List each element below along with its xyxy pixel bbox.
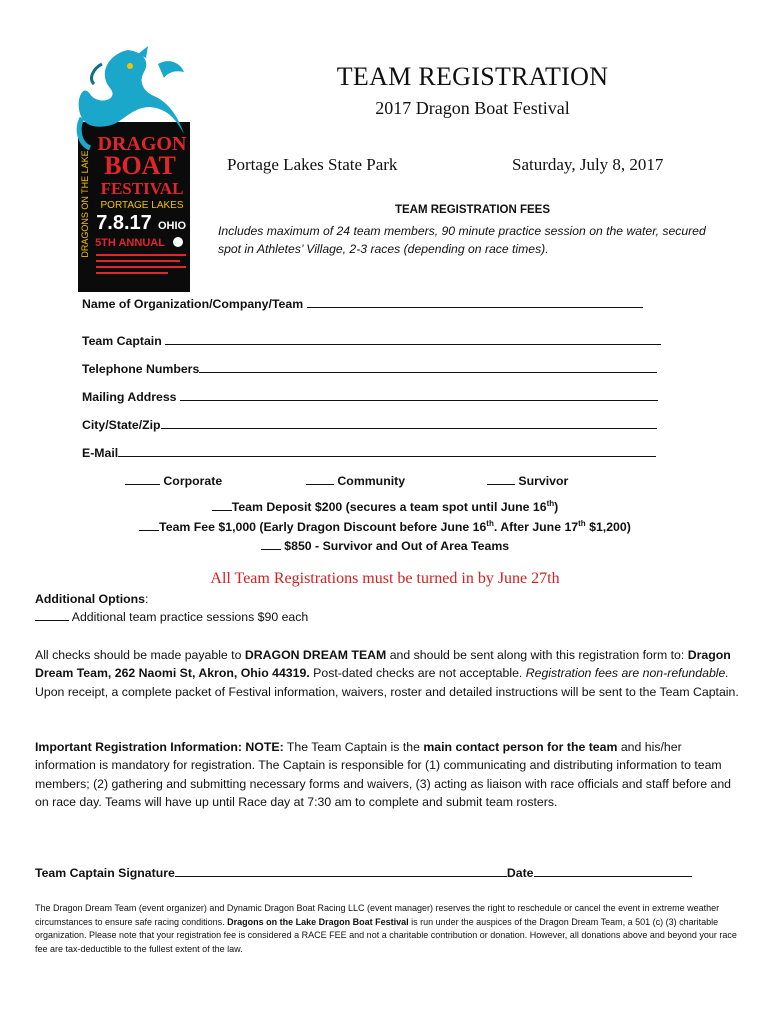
logo-state: OHIO — [157, 220, 187, 232]
organization-label: Name of Organization/Company/Team — [82, 297, 304, 311]
signature-label: Team Captain Signature — [35, 866, 175, 880]
logo-line4: PORTAGE LAKES — [100, 200, 184, 211]
organization-line[interactable] — [307, 296, 643, 308]
survivor-label: Survivor — [518, 474, 569, 488]
festival-logo — [68, 44, 194, 292]
important-t2: and his/her information is mandatory for registration. The Captain is responsible for (1) communicating and distributing information to team members; (2) gathering and submitting necessary forms and waivers, (3) acting as liaison with race officials and staff before and on race day. Teams will have up until Race day at 7:30 am to complete and submit team rosters. — [35, 740, 732, 809]
organization-field[interactable] — [82, 296, 643, 311]
additional-colon: : — [144, 592, 149, 606]
fee-text-end: $1,200) — [585, 520, 631, 535]
fees-heading: TEAM REGISTRATION FEES — [394, 204, 551, 216]
dragon-logo-image — [68, 44, 194, 292]
deposit-blank[interactable] — [212, 500, 232, 511]
additional-heading-text: Additional Options — [35, 592, 145, 606]
captain-field[interactable] — [82, 333, 661, 348]
corporate-label: Corporate — [163, 474, 223, 488]
telephone-label: Telephone Numbers — [82, 362, 200, 376]
important-t1: The Team Captain is the — [283, 740, 424, 754]
deposit-sup: th — [546, 499, 555, 508]
category-survivor[interactable] — [487, 474, 568, 488]
fee-text-mid: . After June 17 — [493, 520, 579, 535]
signature-row[interactable] — [35, 866, 692, 880]
captain-line[interactable] — [165, 333, 661, 345]
event-date: Saturday, July 8, 2017 — [512, 155, 664, 174]
checks-paragraph — [35, 646, 740, 701]
deadline-notice: All Team Registrations must be turned in by June 27th — [210, 570, 560, 587]
category-corporate[interactable] — [125, 474, 222, 488]
fine-t2: is run under the auspices of the Dragon Dream Team, a 501 (c) (3) charitable organization. Please note that your registration fee is considered a RACE FEE and not a charitable contribution or donation. However, all donations above and beyond your race fee are tax-deductible to the fullest extent of the law. — [35, 916, 737, 954]
fee-option[interactable] — [0, 519, 770, 534]
fees-description: Includes maximum of 24 team members, 90 minute practice session on the water, secured spot in Athletes’ Village, 2-3 races (depending on race times). — [218, 224, 706, 256]
logo-line2: BOAT — [104, 151, 176, 180]
mailing-field[interactable] — [82, 389, 658, 404]
survivor-blank[interactable] — [487, 474, 515, 485]
captain-label: Team Captain — [82, 334, 162, 348]
fee-blank[interactable] — [139, 520, 159, 531]
fine-print — [35, 902, 737, 956]
email-line[interactable] — [118, 445, 656, 457]
important-heading: Important Registration Information: NOTE: — [35, 740, 284, 754]
logo-annual: 5TH ANNUAL — [95, 237, 165, 249]
additional-practice-option[interactable] — [35, 610, 308, 624]
important-bold: main contact person for the team — [423, 740, 618, 754]
city-field[interactable] — [82, 417, 657, 432]
date-line[interactable] — [534, 866, 692, 877]
survivor-price-blank[interactable] — [261, 539, 281, 550]
email-field[interactable] — [82, 445, 656, 460]
community-blank[interactable] — [306, 474, 334, 485]
date-label: Date — [506, 866, 534, 880]
mailing-label: Mailing Address — [82, 390, 177, 404]
fee-sup2: th — [578, 519, 586, 528]
telephone-line[interactable] — [199, 361, 657, 373]
checks-address: Dragon Dream Team, 262 Naomi St, Akron, Ohio 44319. — [35, 648, 731, 681]
venue: Portage Lakes State Park — [227, 155, 398, 174]
signature-line[interactable] — [175, 866, 507, 877]
page-title: TEAM REGISTRATION — [336, 62, 609, 91]
survivor-option[interactable] — [0, 539, 770, 553]
mailing-line[interactable] — [180, 389, 658, 401]
checks-payee: DRAGON DREAM TEAM — [244, 648, 387, 662]
corporate-blank[interactable] — [125, 474, 160, 485]
logo-line1: DRAGON — [97, 133, 187, 155]
deposit-option[interactable] — [0, 499, 770, 514]
fine-bold: Dragons on the Lake Dragon Boat Festival — [227, 916, 409, 927]
checks-t3: Post-dated checks are not acceptable. — [309, 666, 526, 681]
category-community[interactable] — [306, 474, 405, 488]
fee-text: Team Fee $1,000 (Early Dragon Discount before June 16 — [159, 520, 487, 535]
email-label: E-Mail — [82, 446, 119, 460]
city-line[interactable] — [161, 417, 657, 429]
practice-text: Additional team practice sessions $90 each — [71, 610, 309, 624]
fine-t1: The Dragon Dream Team (event organizer) and Dynamic Dragon Boat Racing LLC (event manager) reserves the right to reschedule or cancel the event in extreme weather circumstances to ensure safe racing conditions. — [35, 903, 720, 927]
logo-side-text: DRAGONS ON THE LAKE — [80, 150, 90, 258]
deposit-text-end: ) — [554, 500, 559, 515]
telephone-field[interactable] — [82, 361, 657, 376]
checks-t1: All checks should be made payable to — [35, 648, 245, 662]
page-subtitle: 2017 Dragon Boat Festival — [375, 98, 570, 118]
community-label: Community — [337, 474, 406, 488]
logo-line3: FESTIVAL — [100, 179, 184, 198]
deposit-text: Team Deposit $200 (secures a team spot until June 16 — [231, 500, 547, 515]
city-label: City/State/Zip — [82, 418, 161, 432]
checks-t2: and should be sent along with this registration form to: — [386, 648, 688, 662]
practice-blank[interactable] — [35, 610, 69, 621]
logo-date: 7.8.17 — [96, 212, 152, 234]
survivor-price-text: $850 - Survivor and Out of Area Teams — [284, 539, 510, 553]
important-paragraph — [35, 738, 740, 811]
fee-sup1: th — [486, 519, 494, 528]
additional-options-heading — [35, 592, 148, 606]
checks-nonrefundable: Registration fees are non-refundable. — [525, 666, 729, 681]
checks-t4: Upon receipt, a complete packet of Festival information, waivers, roster and detailed instructions will be sent to the Team Captain. — [35, 684, 739, 699]
